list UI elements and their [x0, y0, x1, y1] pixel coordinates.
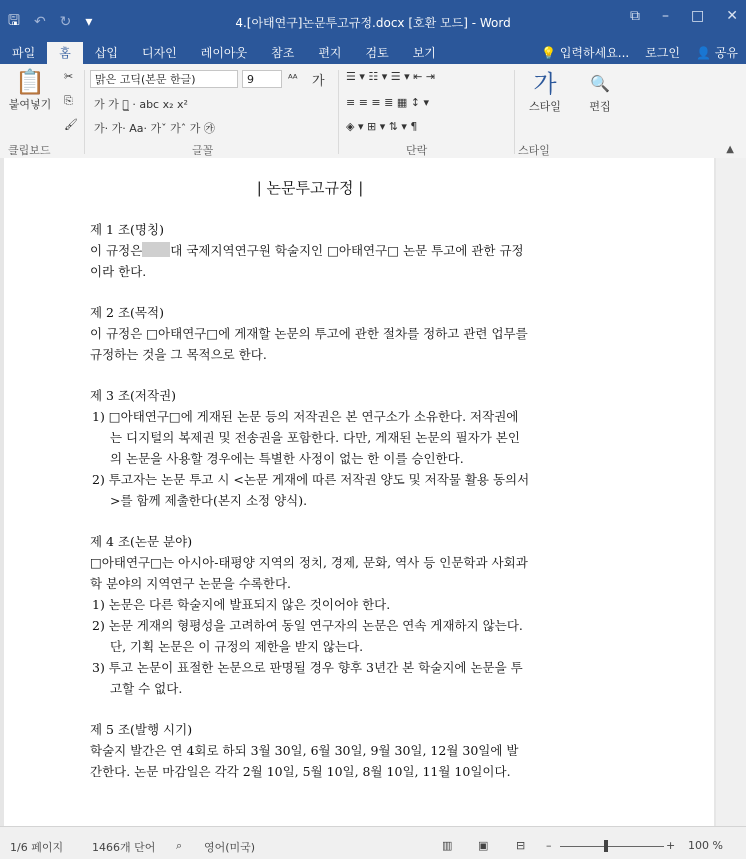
group-label-styles: 스타일	[518, 144, 550, 157]
ribbon-home	[0, 64, 746, 159]
share-label: 공유	[714, 46, 738, 60]
zoom-out-button[interactable]: –	[546, 839, 552, 852]
paste-button[interactable]	[6, 68, 54, 112]
paste-label: 붙여넣기	[8, 98, 52, 111]
font-name-select[interactable]: 맑은 고딕(본문 한글)	[90, 70, 238, 88]
close-button[interactable]: ✕	[726, 8, 738, 24]
font-size-select[interactable]: 9	[242, 70, 282, 88]
paragraph: 학술지 발간은 연 4회로 하되 3월 30일, 6월 30일, 9월 30일, 12월 30일에 발간한다. 논문 마감일은 각각 2월 10일, 5월 10일, 8월 10일, 11월 10일이다.	[90, 743, 519, 779]
window-controls	[630, 8, 738, 24]
maximize-button[interactable]: □	[691, 8, 705, 24]
group-label-font: 글꼴	[192, 144, 214, 157]
list-item: 2) 논문 게재의 형평성을 고려하여 동일 연구자의 논문은 연속 게재하지 않는다. 단, 기획 논문은 이 규정의 제한을 받지 않는다.	[92, 618, 523, 654]
vertical-scrollbar[interactable]	[716, 158, 746, 826]
tab-view[interactable]: 보기	[412, 46, 436, 60]
article-heading: 제 3 조(저작권)	[90, 388, 177, 403]
redacted-text	[142, 242, 170, 257]
undo-icon[interactable]: ↶	[33, 14, 46, 30]
ribbon-tabs	[0, 42, 746, 64]
share-button[interactable]	[688, 42, 746, 64]
paragraph: 이 규정은 □아태연구□에 게재할 논문의 투고에 관한 절차를 정하고 관련 업무를 규정하는 것을 그 목적으로 한다.	[90, 326, 528, 362]
save-icon[interactable]: 🖫	[8, 13, 20, 29]
group-label-clipboard: 클립보드	[8, 144, 51, 157]
title-bar	[0, 0, 746, 42]
group-divider	[338, 70, 339, 154]
paragraph-text: 대 국제지역연구원 학술지인 □아태연구□ 논문 투고에 관한 규정이라 한다.	[90, 243, 524, 279]
zoom-level[interactable]: 100 %	[688, 839, 723, 852]
list-item: 2) 투고자는 논문 투고 시 <논문 게재에 따른 저작권 양도 및 저작물 활용 동의서>를 함께 제출한다(본지 소정 양식).	[92, 472, 530, 508]
tab-references[interactable]: 참조	[271, 46, 295, 60]
window-title: 4.[아태연구]논문투고규정.docx [호환 모드] - Word	[235, 16, 511, 30]
article-heading: 제 2 조(목적)	[90, 305, 164, 320]
lightbulb-icon: 💡	[541, 46, 557, 60]
format-painter-icon[interactable]: 🖌	[64, 118, 78, 131]
font-format-buttons[interactable]: 가 가 가̲ · abc x₂ x²	[94, 98, 188, 111]
group-divider	[84, 70, 85, 154]
tab-insert[interactable]: 삽입	[94, 46, 118, 60]
cut-icon[interactable]: ✂	[64, 70, 74, 83]
list-item: 1) 논문은 다른 학술지에 발표되지 않은 것이어야 한다.	[92, 597, 391, 612]
page-count[interactable]: 1/6 페이지	[10, 841, 64, 854]
group-label-paragraph: 단락	[406, 144, 428, 157]
alignment-icons[interactable]: ≡ ≡ ≡ ≣ ▦ ↕ ▾	[346, 96, 429, 109]
styles-label: 스타일	[529, 100, 561, 113]
group-divider	[514, 70, 515, 154]
paragraph: □아태연구□는 아시아-태평양 지역의 정치, 경제, 문화, 역사 등 인문학과 사회과학 분야의 지역연구 논문을 수록한다.	[90, 555, 528, 591]
read-mode-icon[interactable]: ▥	[442, 839, 453, 852]
document-area	[0, 158, 746, 826]
word-count[interactable]: 1466개 단어	[92, 841, 156, 854]
clear-format-icon[interactable]: 가	[312, 74, 325, 89]
document-title: | 논문투고규정 |	[256, 179, 364, 197]
zoom-slider[interactable]	[560, 846, 664, 847]
signin-link[interactable]: 로그인	[645, 46, 681, 60]
paragraph-text: 이 규정은	[90, 243, 143, 258]
redo-icon[interactable]: ↻	[59, 14, 72, 30]
list-item: 3) 투고 논문이 표절한 논문으로 판명될 경우 향후 3년간 본 학술지에 논문을 투고할 수 없다.	[92, 660, 523, 696]
web-layout-icon[interactable]: ⊟	[516, 839, 526, 852]
language-indicator[interactable]: 영어(미국)	[204, 841, 256, 854]
styles-icon: 가	[533, 70, 557, 98]
print-layout-icon[interactable]: ▣	[478, 839, 489, 852]
article-heading: 제 1 조(명칭)	[90, 222, 164, 237]
zoom-in-button[interactable]: +	[666, 839, 676, 852]
tab-home[interactable]: 홈	[47, 42, 83, 64]
ribbon-display-options-button[interactable]: ⧉	[630, 8, 641, 24]
bullets-icon[interactable]: ☰ ▾ ☷ ▾ ☰ ▾ ⇤ ⇥	[346, 70, 436, 83]
tab-file[interactable]: 파일	[12, 46, 36, 60]
clipboard-icon: 📋	[15, 68, 45, 96]
customize-qat-icon[interactable]: ▾	[85, 14, 93, 30]
zoom-slider-thumb[interactable]	[604, 840, 608, 852]
styles-button[interactable]	[520, 70, 570, 114]
document-page[interactable]	[4, 158, 714, 826]
article-heading: 제 4 조(논문 분야)	[90, 534, 193, 549]
search-icon: 🔍	[590, 74, 610, 93]
tell-me-placeholder: 입력하세요...	[559, 46, 630, 60]
tab-design[interactable]: 디자인	[141, 46, 177, 60]
paragraph	[90, 240, 530, 282]
tab-review[interactable]: 검토	[365, 46, 389, 60]
proofing-icon[interactable]: ⌕	[176, 839, 183, 852]
shading-border-icons[interactable]: ◈ ▾ ⊞ ▾ ⇅ ▾ ¶	[346, 120, 418, 133]
minimize-button[interactable]: –	[662, 8, 670, 24]
editing-label: 편집	[589, 100, 611, 113]
collapse-ribbon-icon[interactable]: ▲	[726, 144, 734, 155]
tab-layout[interactable]: 레이아웃	[200, 46, 248, 60]
font-effect-buttons[interactable]: 가· 가· Aa· 가ˇ 가ˆ 가 ㉮	[94, 122, 215, 135]
article-heading: 제 5 조(발행 시기)	[90, 722, 193, 737]
tab-mailings[interactable]: 편지	[318, 46, 342, 60]
status-bar	[0, 826, 746, 859]
person-icon: 👤	[696, 46, 711, 60]
tell-me-box[interactable]	[533, 42, 637, 64]
list-item: 1) □아태연구□에 게재된 논문 등의 저작권은 본 연구소가 소유한다. 저작권에는 디지털의 복제권 및 전송권을 포함한다. 다만, 게재된 논문의 필자가 본인의 논문을 사용할 경우에는 특별한 사정이 없는 한 이를 승인한다.	[92, 409, 520, 466]
editing-button[interactable]	[580, 70, 620, 114]
copy-icon[interactable]: ⎘	[64, 94, 73, 107]
font-grow-shrink-icon[interactable]: ᴬᴬ	[288, 72, 298, 85]
document-body	[90, 172, 530, 782]
